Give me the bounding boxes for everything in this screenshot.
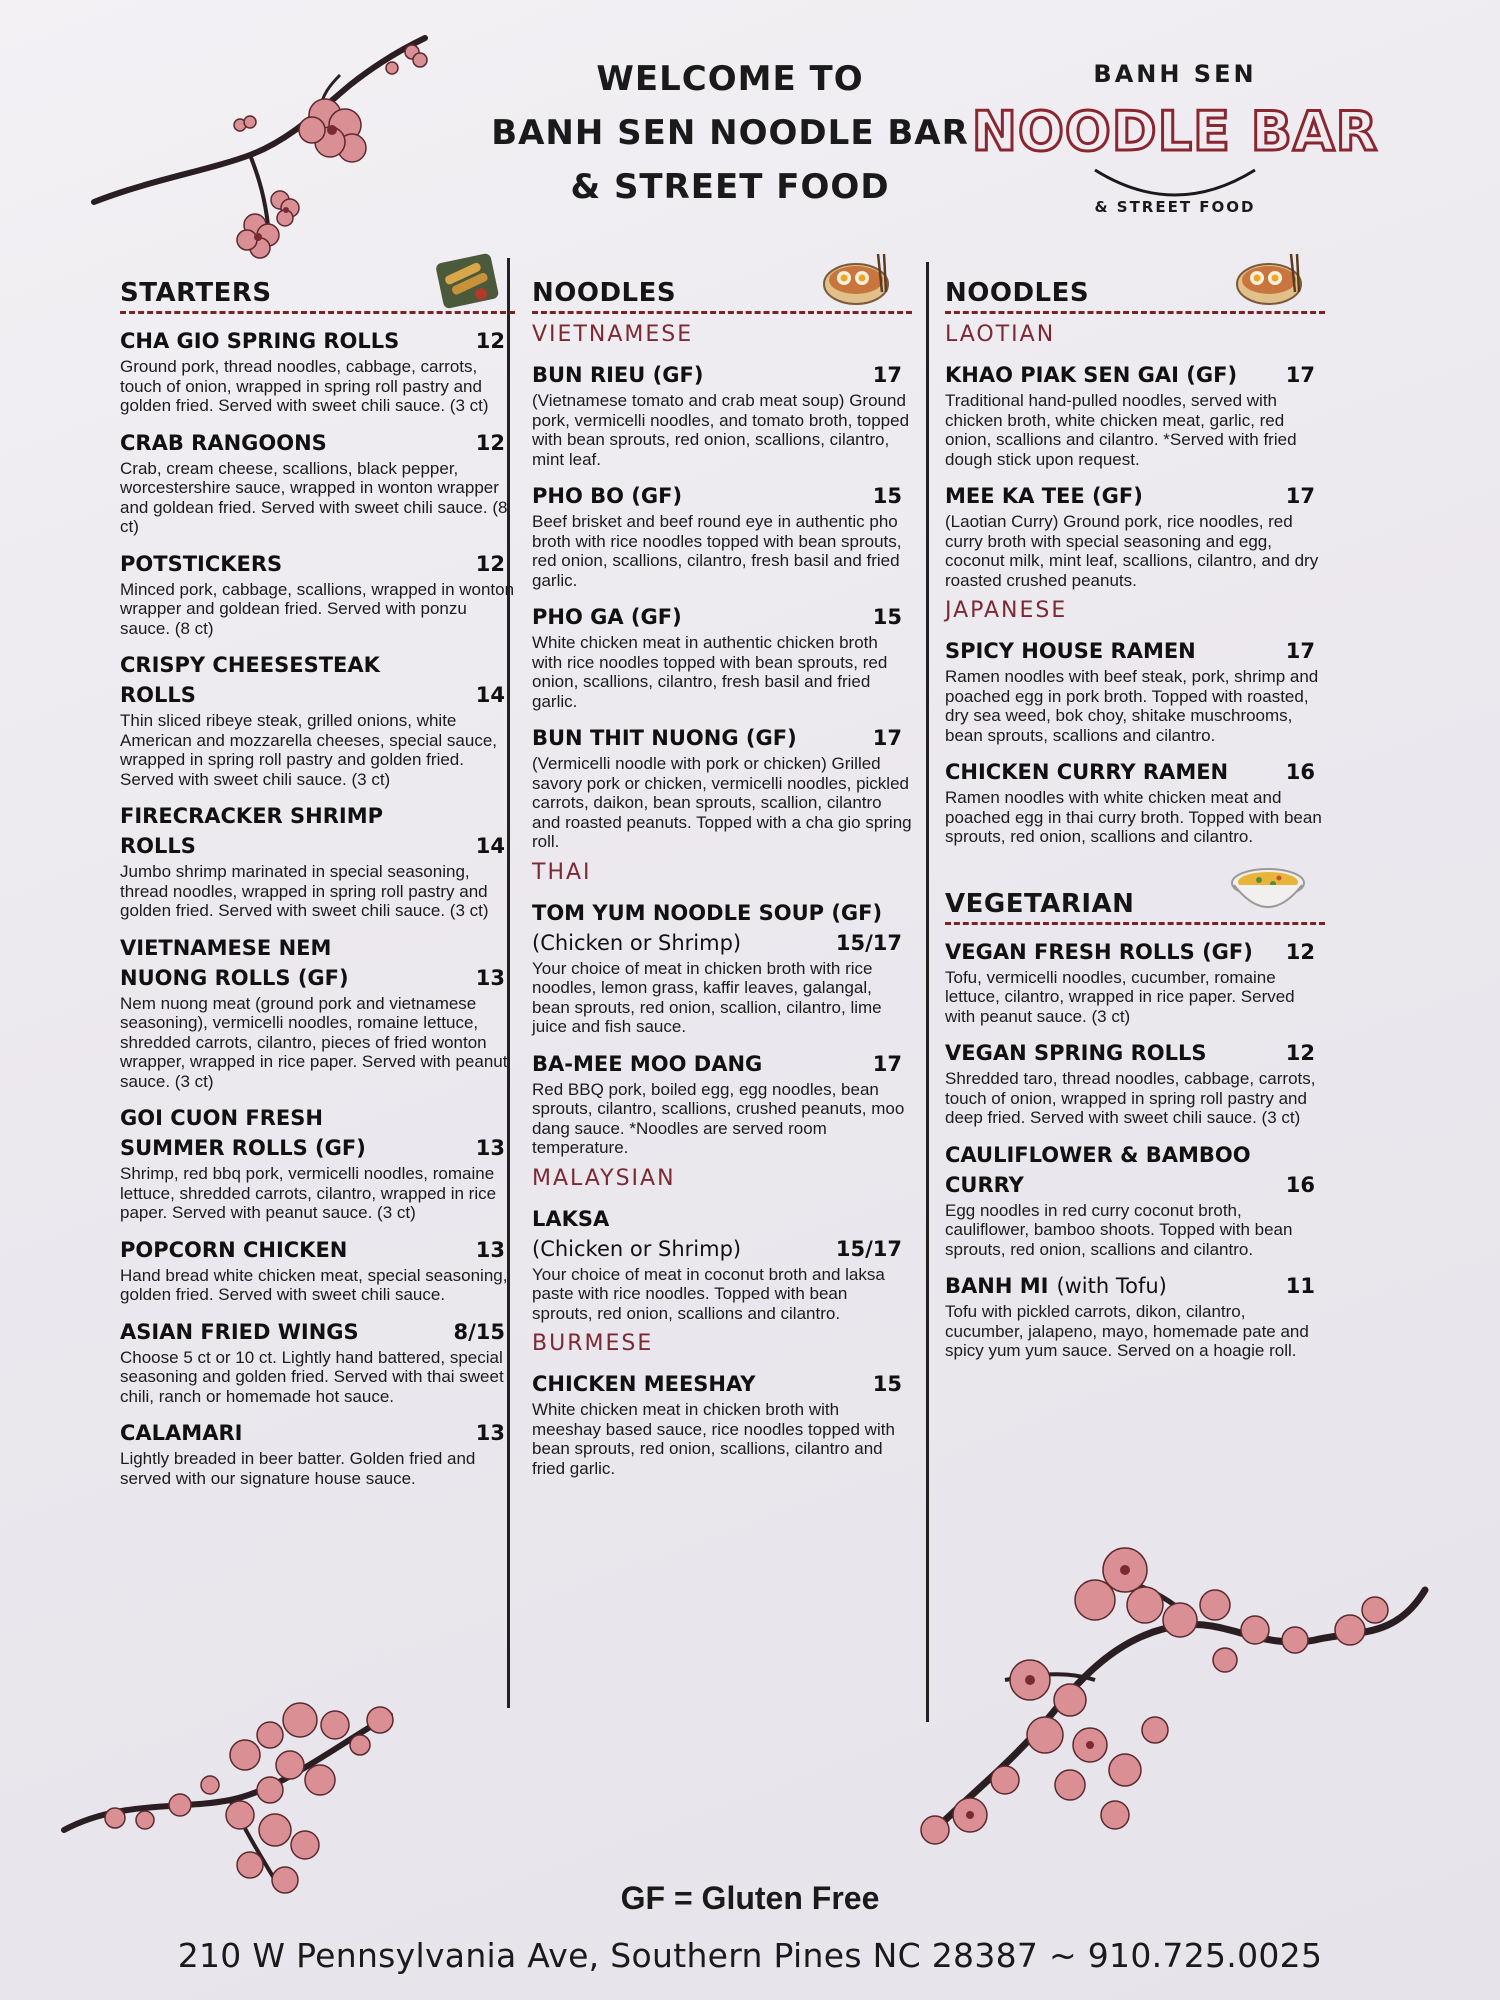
menu-item-name-row [120, 801, 515, 831]
menu-item-price: 12 [475, 329, 505, 353]
menu-item-second-line [945, 1170, 1325, 1200]
menu-item-name: PHO GA (GF) [532, 605, 682, 629]
vegetarian-divider [945, 922, 1325, 925]
welcome-line-1: WELCOME TO [596, 59, 864, 99]
menu-item-second-line [532, 928, 912, 958]
menu-item-price: 15 [872, 605, 902, 629]
menu-item-name-row [945, 636, 1325, 666]
vegetarian-list [945, 937, 1325, 1361]
menu-item [945, 1140, 1325, 1260]
menu-item-name: CRAB RANGOONS [120, 430, 327, 455]
menu-item-price: 12 [1285, 1041, 1315, 1065]
menu-item-name: CHA GIO SPRING ROLLS [120, 329, 400, 353]
menu-item-second-line [120, 680, 515, 710]
noodles-title-2: NOODLES [945, 278, 1090, 308]
menu-item-description: Tofu with pickled carrots, dikon, cilantro, cucumber, jalapeno, mayo, homemade pate and spicy yum yum sauce. Served on a hoagie roll. [945, 1302, 1309, 1360]
menu-item-name: KHAO PIAK SEN GAI (GF) [945, 363, 1238, 387]
menu-item-description: Choose 5 ct or 10 ct. Lightly hand battered, special seasoning and golden fried. Served with thai sweet chili, ranch or homemade hot sauce. [120, 1347, 504, 1406]
menu-item [945, 636, 1325, 745]
menu-item-name-row [945, 1140, 1325, 1170]
menu-item-description: Hand bread white chicken meat, special seasoning, golden fried. Served with sweet chili sauce. [120, 1265, 508, 1304]
menu-item-name-continued: NUONG ROLLS (GF) [120, 965, 349, 990]
menu-item-price: 16 [1285, 760, 1315, 784]
menu-item-name-row [945, 1271, 1325, 1301]
menu-item-name-row [945, 757, 1325, 787]
menu-item-price: 12 [1285, 939, 1315, 964]
menu-item-description: Your choice of meat in coconut broth and laksa paste with rice noodles. Topped with bean sprouts, red onion, scallions and cilantro. [532, 1264, 885, 1323]
menu-item-price: 15 [872, 484, 902, 508]
menu-item-price: 17 [1285, 484, 1315, 508]
cherry-blossom-branch-top-left [90, 30, 430, 260]
cuisine-subheading: BURMESE [532, 1331, 654, 1356]
menu-item-description: Beef brisket and beef round eye in authentic pho broth with rice noodles topped with bean sprouts, red onion, scallions, cilantro, fresh basil and fried garlic. [532, 512, 902, 590]
menu-item-name-row [945, 360, 1325, 390]
noodles-divider-2 [945, 311, 1325, 314]
starters-title: STARTERS [120, 278, 272, 308]
menu-item-name-suffix: (with Tofu) [1056, 1274, 1167, 1298]
menu-item-description: Ramen noodles with white chicken meat and poached egg in thai curry broth. Topped with bean sprouts, red onion, scallions and cilantro. [945, 788, 1322, 846]
menu-item-description: Crab, cream cheese, scallions, black pepper, worcestershire sauce, wrapped in wonton wrapper and goldean fried. Served with sweet chili sauce. (8 ct) [120, 458, 508, 536]
menu-item-price: 12 [475, 551, 505, 576]
menu-item-name: POPCORN CHICKEN [120, 1237, 348, 1262]
cuisine-subheading: VIETNAMESE [532, 322, 694, 347]
menu-item [945, 481, 1325, 590]
menu-item-price: 15 [872, 1372, 902, 1396]
menu-item [945, 360, 1325, 469]
menu-item [120, 1418, 515, 1488]
menu-item-name-row [120, 1235, 515, 1265]
menu-item-description: Shredded taro, thread noodles, cabbage, carrots, touch of onion, wrapped in spring roll pastry and deep fried. Served with sweet chili sauce. (3 ct) [945, 1069, 1316, 1127]
menu-item-description: Egg noodles in red curry coconut broth, cauliflower, bamboo shoots. Topped with bean sprouts, red onion, scallions and cilantro. [945, 1200, 1293, 1259]
menu-item-second-line [120, 963, 515, 993]
menu-item-description: (Vietnamese tomato and crab meat soup) Ground pork, vermicelli noodles, and tomato broth, topped with bean sprouts, red onion, scallions, cilantro, mint leaf. [532, 391, 910, 469]
menu-item-name-row [532, 481, 912, 511]
menu-item [532, 1049, 912, 1158]
menu-item-price: 15/17 [835, 930, 902, 955]
menu-item-price: 15/17 [835, 1236, 902, 1261]
menu-item-price: 17 [872, 363, 902, 387]
noodle-bowl-image [822, 252, 894, 308]
noodles-section-header-2 [945, 260, 1325, 314]
menu-item-description: Nem nuong meat (ground pork and vietnamese seasoning), vermicelli noodles, romaine lettuce, shredded carrots, cilantro, pieces of fried wonton wrapper, wrapped in rice paper. Served with peanut sauce. (3 ct) [120, 993, 508, 1091]
menu-item-name: TOM YUM NOODLE SOUP (GF) [532, 900, 883, 925]
logo-main-text: NOODLE BAR [971, 100, 1379, 163]
noodles-column-1 [532, 260, 912, 1478]
menu-item-name-row [532, 1049, 912, 1079]
menu-item [532, 723, 912, 852]
starters-divider [120, 311, 515, 314]
menu-item [532, 481, 912, 590]
menu-item [945, 1271, 1325, 1361]
menu-item-name-row [532, 898, 912, 928]
menu-item [532, 1369, 912, 1478]
menu-item [532, 898, 912, 1037]
menu-item-name: PHO BO (GF) [532, 484, 683, 508]
welcome-line-2: BANH SEN NOODLE BAR [491, 113, 969, 153]
menu-item-description: (Vermicelli noodle with pork or chicken) Grilled savory pork or chicken, vermicelli noodles, pickled carrots, daikon, bean sprouts, scallion, cilantro and roasted peanuts. Topped with a cha gio spring roll. [532, 754, 912, 851]
menu-item-name: CHICKEN CURRY RAMEN [945, 760, 1229, 784]
menu-item [945, 937, 1325, 1027]
menu-item-name-continued: SUMMER ROLLS (GF) [120, 1136, 366, 1160]
menu-item-name-row [945, 481, 1325, 511]
menu-item-description: Shrimp, red bbq pork, vermicelli noodles, romaine lettuce, shredded carrots, cilantro, wrapped in rice paper. Served with peanut sauce. (3 ct) [120, 1164, 497, 1222]
noodle-bar-logo [971, 40, 1379, 240]
welcome-heading [420, 52, 1040, 214]
menu-item-price: 14 [475, 834, 505, 858]
cuisine-subheading: LAOTIAN [945, 322, 1056, 347]
cuisine-subheading: THAI [532, 859, 592, 885]
menu-item-price: 14 [475, 683, 505, 707]
menu-item-name: BA-MEE MOO DANG [532, 1051, 763, 1076]
noodles-section-header-1 [532, 260, 912, 314]
menu-item-description: Ground pork, thread noodles, cabbage, carrots, touch of onion, wrapped in spring roll pastry and golden fried. Served with sweet chili sauce. (3 ct) [120, 357, 489, 415]
noodle-bowl-image-2 [1235, 252, 1307, 308]
menu-item [120, 650, 515, 789]
menu-item-price: 12 [475, 430, 505, 455]
welcome-line-3: & STREET FOOD [570, 167, 890, 207]
starters-list [120, 326, 515, 1488]
menu-item-description: Red BBQ pork, boiled egg, egg noodles, bean sprouts, cilantro, scallions, crushed peanuts, moo dang sauce. *Noodles are served room temperature. [532, 1079, 905, 1157]
menu-item-name: MEE KA TEE (GF) [945, 484, 1143, 508]
logo-top-text: BANH SEN [1093, 60, 1257, 88]
menu-item-name-row [532, 1204, 912, 1234]
noodles-column-2 [945, 260, 1325, 1361]
menu-item-name: CHICKEN MEESHAY [532, 1372, 756, 1396]
menu-item [120, 801, 515, 921]
menu-item-name-row [120, 1317, 515, 1347]
menu-item-name-row [120, 933, 515, 963]
spring-rolls-image [437, 250, 497, 308]
menu-item-name: VEGAN FRESH ROLLS (GF) [945, 939, 1253, 964]
menu-item-price: 13 [475, 1237, 505, 1262]
menu-item-name: CAULIFLOWER & BAMBOO [945, 1142, 1251, 1167]
menu-item [120, 1317, 515, 1407]
menu-item-description: Ramen noodles with beef steak, pork, shrimp and poached egg in pork broth. Topped with roasted, dry sea weed, bok choy, shitake muschrooms, bean sprouts, scallions and cilantro. [945, 667, 1319, 745]
menu-item-name-row [532, 602, 912, 632]
menu-item-description: Thin sliced ribeye steak, grilled onions, white American and mozzarella cheeses, special sauce, wrapped in spring roll pastry and golden fried. Served with sweet chili sauce. (3 ct) [120, 711, 498, 789]
menu-item-name-row [120, 428, 515, 458]
menu-item-name-row [945, 1038, 1325, 1068]
menu-item-description: Minced pork, cabbage, scallions, wrapped in wonton wrapper and goldean fried. Served with ponzu sauce. (8 ct) [120, 579, 515, 638]
vegetarian-title: VEGETARIAN [945, 888, 1135, 919]
starters-section-header [120, 260, 515, 314]
menu-item-price: 13 [475, 965, 505, 990]
menu-item [120, 549, 515, 639]
menu-item-price: 17 [1285, 363, 1315, 387]
menu-item-description: Your choice of meat in chicken broth with rice noodles, lemon grass, kaffir leaves, galangal, bean sprouts, red onion, scallion, cilantro, lime juice and fish sauce. [532, 958, 882, 1036]
menu-item-name: BUN THIT NUONG (GF) [532, 726, 797, 750]
menu-item-price: 8/15 [453, 1319, 505, 1344]
noodles-list-2 [945, 322, 1325, 847]
cherry-blossom-branch-bottom-right [895, 1530, 1430, 1870]
menu-item-options: (Chicken or Shrimp) [532, 930, 742, 955]
menu-item [120, 933, 515, 1092]
menu-item-description: Traditional hand-pulled noodles, served with chicken broth, white chicken meat, garlic, red onion, scallions and cilantro. *Served with fried dough stick upon request. [945, 391, 1297, 469]
menu-item [120, 1235, 515, 1305]
menu-item-name-row [120, 1418, 515, 1448]
menu-item-name-continued: CURRY [945, 1172, 1024, 1197]
vegetarian-section-header [945, 863, 1325, 925]
menu-item-price: 13 [475, 1136, 505, 1160]
cuisine-subheading: MALAYSIAN [532, 1165, 676, 1191]
menu-item-name: ASIAN FRIED WINGS [120, 1319, 359, 1344]
menu-item-name-continued: ROLLS [120, 834, 196, 858]
menu-item [532, 602, 912, 711]
menu-item-name-continued: ROLLS [120, 683, 196, 707]
menu-item-name: VEGAN SPRING ROLLS [945, 1041, 1207, 1065]
menu-item-name-row [120, 1103, 515, 1133]
cuisine-subheading: JAPANESE [945, 598, 1068, 623]
menu-item-name: VIETNAMESE NEM [120, 935, 332, 960]
menu-item-price: 11 [1285, 1274, 1315, 1298]
menu-item [120, 326, 515, 416]
menu-item-name: GOI CUON FRESH [120, 1106, 323, 1130]
menu-item-name-row [532, 360, 912, 390]
menu-item-name-row [120, 326, 515, 356]
menu-item-description: White chicken meat in authentic chicken broth with rice noodles topped with bean sprouts, red onion, scallions, cilantro, fresh basil and fried garlic. [532, 633, 888, 711]
menu-item-description: Lightly breaded in beer batter. Golden fried and served with our signature house sauce. [120, 1449, 476, 1488]
menu-item-second-line [120, 831, 515, 861]
menu-item-name-row [532, 1369, 912, 1399]
menu-item-name-row [945, 937, 1325, 967]
menu-item-name-row [532, 723, 912, 753]
menu-item-name: BUN RIEU (GF) [532, 363, 704, 387]
menu-item-name-row [120, 549, 515, 579]
menu-item-name-row [120, 650, 515, 680]
menu-item-name: SPICY HOUSE RAMEN [945, 639, 1196, 663]
menu-item [945, 757, 1325, 847]
menu-item-price: 17 [872, 726, 902, 750]
menu-item-description: Jumbo shrimp marinated in special seasoning, thread noodles, wrapped in spring roll pastry and golden fried. Served with sweet chili sauce. (3 ct) [120, 862, 489, 920]
starters-column [120, 260, 515, 1488]
menu-item [945, 1038, 1325, 1128]
soup-bowl-image [1229, 859, 1307, 919]
menu-item-description: Tofu, vermicelli noodles, cucumber, romaine lettuce, cilantro, wrapped in rice paper. Served with peanut sauce. (3 ct) [945, 967, 1295, 1026]
menu-item [120, 428, 515, 537]
logo-bottom-text: & STREET FOOD [1094, 198, 1256, 216]
menu-item-name: CRISPY CHEESESTEAK [120, 653, 380, 677]
menu-item [532, 360, 912, 469]
menu-item-name: LAKSA [532, 1206, 610, 1231]
menu-item-description: (Laotian Curry) Ground pork, rice noodles, red curry broth with special seasoning and egg, coconut milk, mint leaf, scallions, cilantro, and dry roasted crushed peanuts. [945, 512, 1319, 590]
noodles-list-1 [532, 322, 912, 1478]
menu-item [532, 1204, 912, 1324]
menu-item-name: FIRECRACKER SHRIMP [120, 804, 383, 828]
menu-item-name: POTSTICKERS [120, 551, 283, 576]
menu-item-price: 17 [1285, 639, 1315, 663]
menu-item-price: 13 [475, 1421, 505, 1445]
cherry-blossom-branch-bottom-left [60, 1680, 470, 1910]
gluten-free-note: GF = Gluten Free [620, 1880, 880, 1916]
menu-item-price: 17 [872, 1051, 902, 1076]
menu-item [120, 1103, 515, 1223]
menu-item-second-line [120, 1133, 515, 1163]
address-phone: 210 W Pennsylvania Ave, Southern Pines NC 28387 ~ 910.725.0025 [177, 1936, 1323, 1975]
noodles-divider-1 [532, 311, 912, 314]
noodles-title-1: NOODLES [532, 278, 677, 308]
menu-item-name: CALAMARI [120, 1421, 243, 1445]
menu-item-options: (Chicken or Shrimp) [532, 1236, 742, 1261]
menu-item-description: White chicken meat in chicken broth with meeshay based sauce, rice noodles topped with bean sprouts, red onion, scallions, cilantro and fried garlic. [532, 1400, 895, 1478]
menu-item-second-line [532, 1234, 912, 1264]
menu-item-name: BANH MI [945, 1274, 1049, 1298]
menu-item-price: 16 [1285, 1172, 1315, 1197]
column-divider-right [926, 262, 929, 1722]
